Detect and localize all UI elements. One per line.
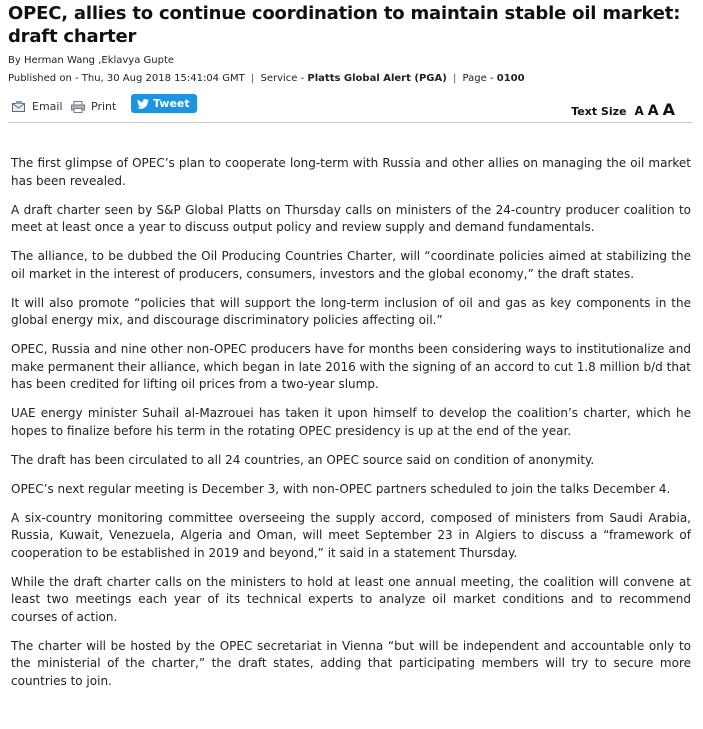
article-paragraph: It will also promote “policies that will support the long-term inclusion of oil and gas as key components in the global energy mix, and discourage discriminatory policies affecting oil.” [11,295,691,327]
email-button[interactable] [12,100,63,113]
article-paragraph: While the draft charter calls on the ministers to hold at least one annual meeting, the coalition will convene at least two meetings each year of its technical experts to analyze oil market conditions and to recommend courses of action. [11,574,691,624]
print-button[interactable] [71,100,116,113]
meta-separator: | [452,73,457,84]
service-name: Platts Global Alert (PGA) [307,73,447,84]
text-size-medium-button[interactable]: A [647,103,659,119]
page-label: Page - [462,73,497,84]
print-label: Print [91,100,117,113]
article-paragraph: The draft has been circulated to all 24 countries, an OPEC source said on condition of anonymity. [11,452,595,467]
article-paragraph: OPEC’s next regular meeting is December 3, with non-OPEC partners scheduled to join the talks December 4. [11,481,671,496]
published-date: Thu, 30 Aug 2018 15:41:04 GMT [81,73,245,84]
article-paragraph: The first glimpse of OPEC’s plan to cooperate long-term with Russia and other allies on managing the oil market has been revealed. [11,156,691,188]
email-label: Email [32,100,63,113]
article-toolbar [8,94,693,123]
tweet-button[interactable] [131,94,197,113]
text-size-large-button[interactable]: A [662,100,675,119]
envelope-icon [12,101,26,113]
published-label: Published on - [8,73,82,84]
printer-icon [71,101,85,113]
article-paragraph: A draft charter seen by S&P Global Platts on Thursday calls on ministers of the 24-country producer coalition to meet at least once a year to discuss output policy and review supply and demand fundamentals. [11,202,691,234]
service-label: Service - [260,73,308,84]
page-number: 0100 [496,73,525,84]
meta-separator: | [250,73,255,84]
text-size-label: Text Size [571,105,627,118]
article-paragraph: The charter will be hosted by the OPEC secretariat in Vienna “but will be independent and accountable only to the ministerial of the charter,” the draft states, adding that participating members will try to secure more countries to join. [11,638,691,688]
article-paragraph: The alliance, to be dubbed the Oil Producing Countries Charter, will “coordinate policies aimed at stabilizing the oil market in the interest of producers, consumers, investors and the global economy,” the draft states. [11,249,691,281]
text-size-control [571,100,675,119]
article-paragraph: UAE energy minister Suhail al-Mazrouei has taken it upon himself to develop the coalition’s charter, which he hopes to finalize before his term in the rotating OPEC presidency is up at the end of the year. [11,406,691,438]
article-paragraph: OPEC, Russia and nine other non-OPEC producers have for months been considering ways to institutionalize and make permanent their alliance, which began in late 2016 with the signing of an accord to cut 1.8 million b/d that has been credited for lifting oil prices from a two-year slump. [11,342,691,391]
twitter-bird-icon [137,99,149,109]
article-paragraph: A six-country monitoring committee overseeing the supply accord, composed of ministers from Saudi Arabia, Russia, Kuwait, Venezuela, Algeria and Oman, will meet September 23 in Algiers to discuss a “framework of cooperation to be established in 2019 and beyond,” it said in a statement Thursday. [11,510,691,560]
article-byline: By Herman Wang ,Eklavya Gupte [8,55,175,66]
article-meta [8,72,693,85]
text-size-small-button[interactable]: A [634,104,644,118]
article-body [8,155,693,690]
article-headline: OPEC, allies to continue coordination to maintain stable oil market: draft charter [8,3,681,47]
tweet-label: Tweet [153,97,190,110]
